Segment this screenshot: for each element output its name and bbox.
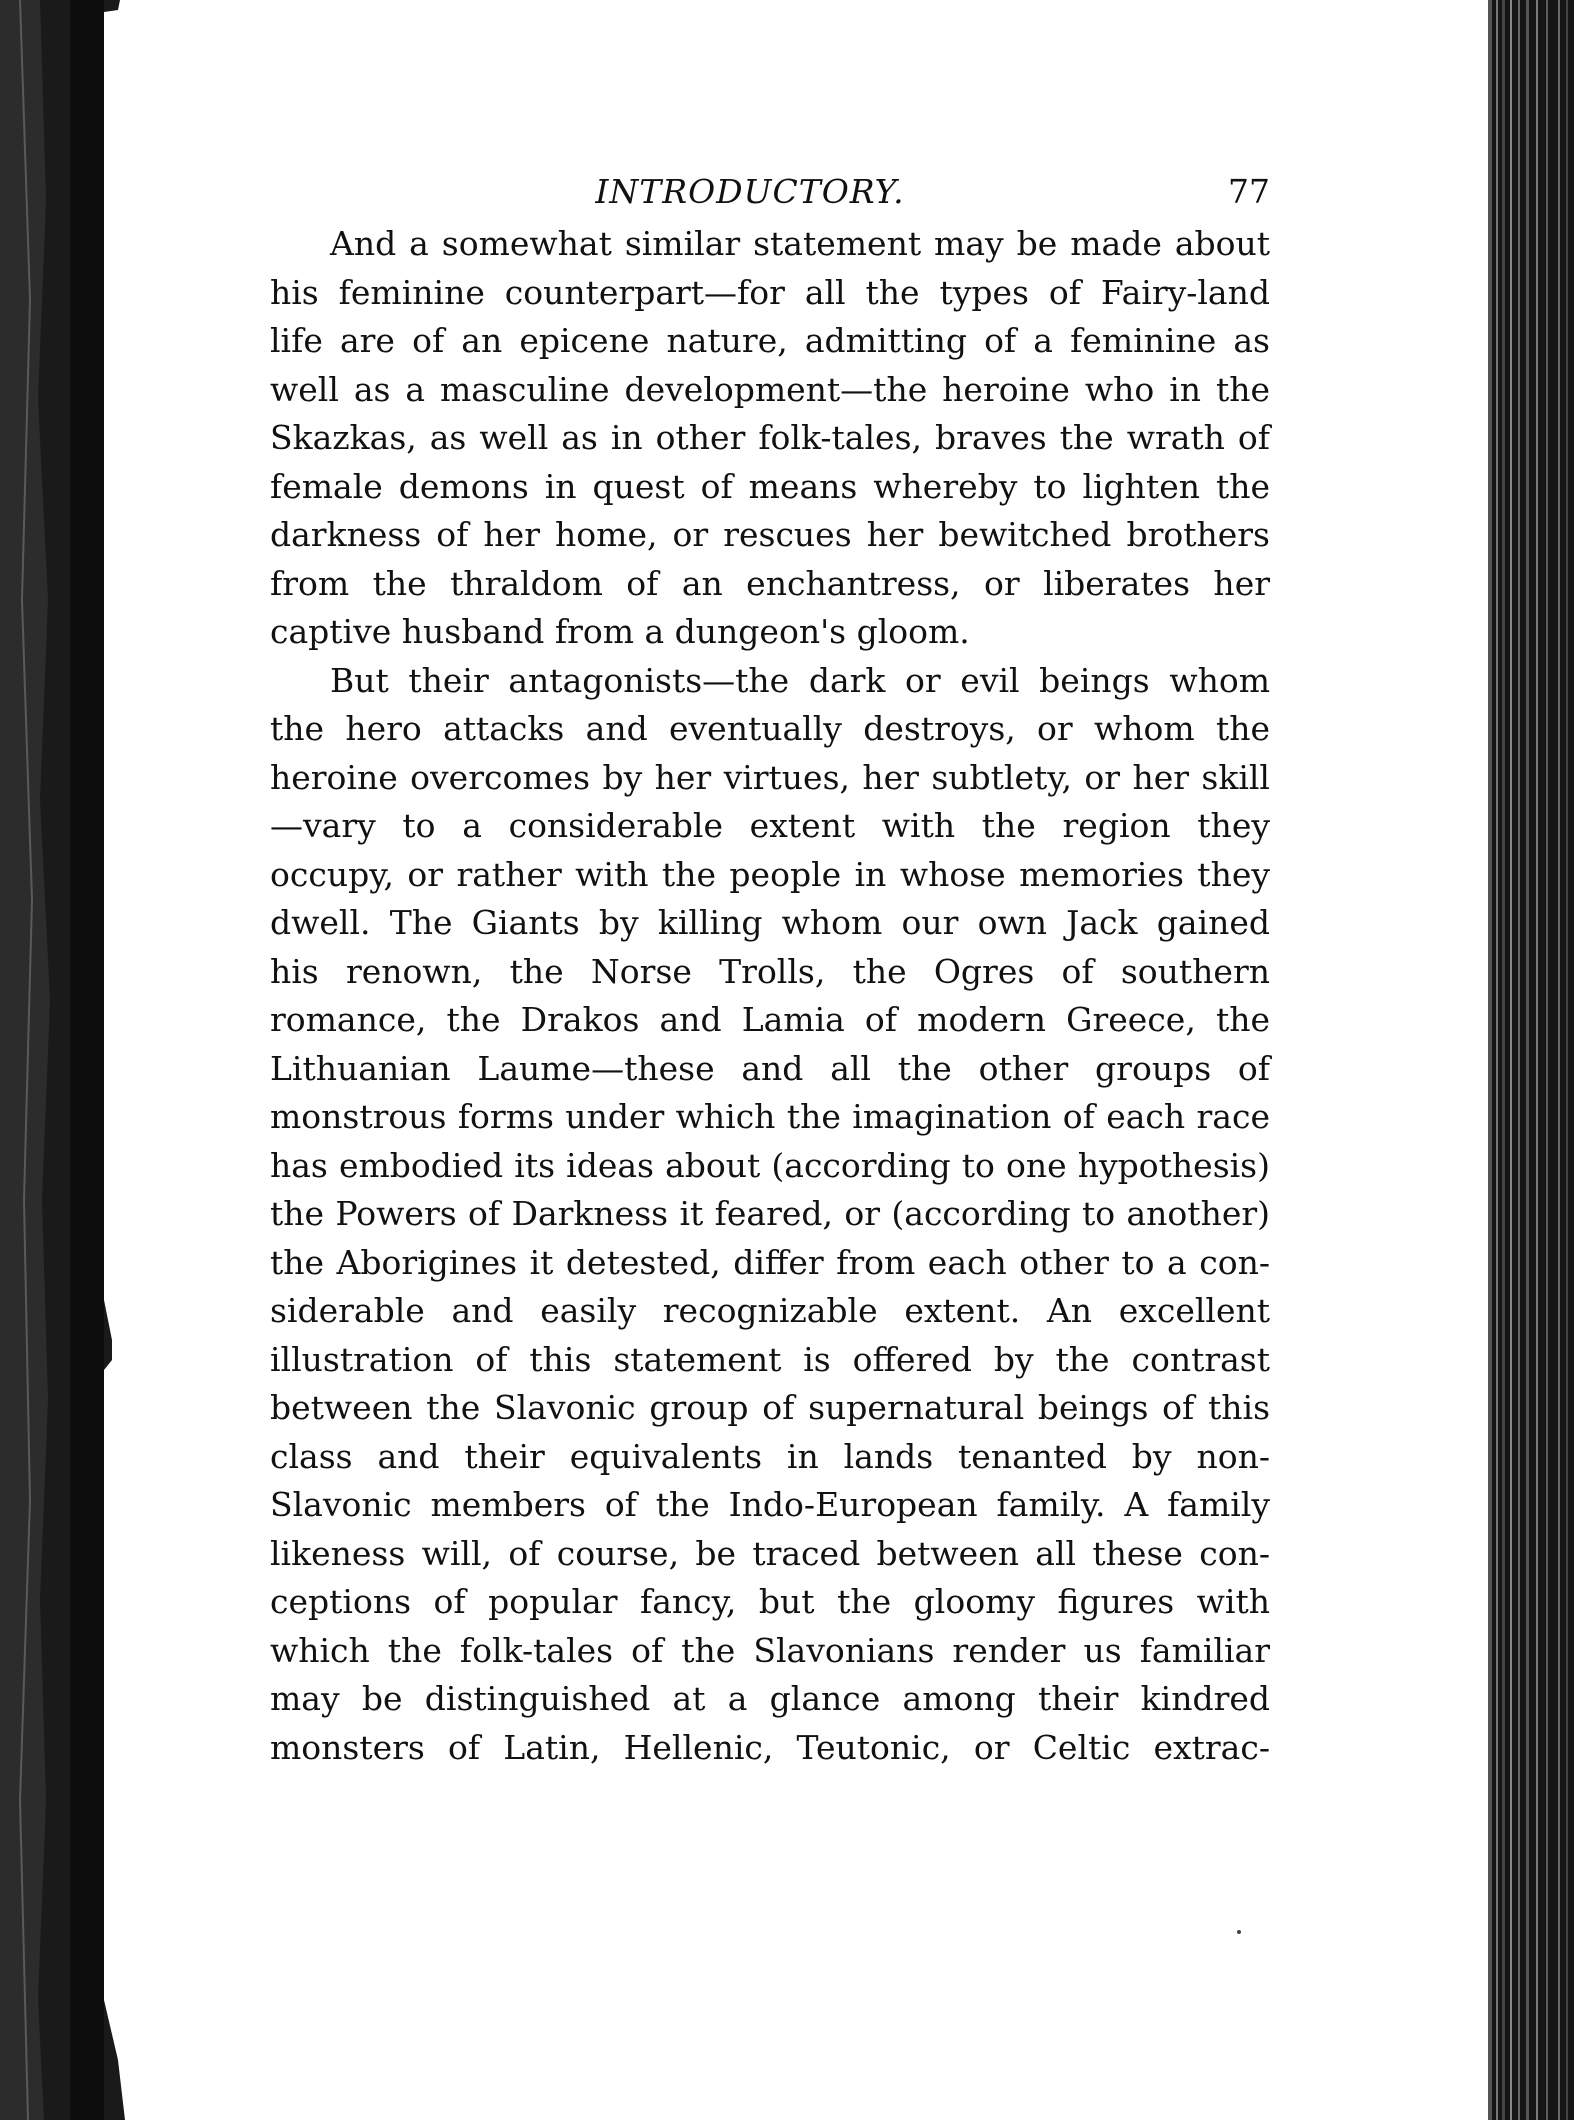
text-line: has embodied its ideas about (according to one hypothesis) xyxy=(270,1145,1270,1185)
page-number: 77 xyxy=(1228,172,1270,211)
text-line: well as a masculine development—the heroine who in the xyxy=(270,369,1270,409)
text-line: monstrous forms under which the imagination of each race xyxy=(270,1097,1270,1136)
paragraph-2 xyxy=(270,657,1270,1773)
text-line: between the Slavonic group of supernatural beings of this xyxy=(270,1388,1270,1427)
text-line: siderable and easily recognizable extent. An excellent xyxy=(270,1291,1270,1330)
text-line: And a somewhat similar statement may be made about xyxy=(330,224,1270,263)
text-line: darkness of her home, or rescues her bewitched brothers xyxy=(270,515,1270,554)
text-line: ceptions of popular fancy, but the gloomy figures with xyxy=(270,1582,1270,1621)
text-line: Slavonic members of the Indo-European family. A family xyxy=(270,1485,1270,1524)
text-line: may be distinguished at a glance among their kindred xyxy=(270,1679,1270,1718)
text-line: romance, the Drakos and Lamia of modern Greece, the xyxy=(270,1000,1270,1039)
text-line: his renown, the Norse Trolls, the Ogres of southern xyxy=(270,951,1270,991)
text-line: which the folk-tales of the Slavonians render us familiar xyxy=(270,1630,1270,1670)
text-line: —vary to a considerable extent with the region they xyxy=(270,806,1270,845)
text-line: Skazkas, as well as in other folk-tales, braves the wrath of xyxy=(270,418,1270,457)
text-line: his feminine counterpart—for all the types of Fairy-land xyxy=(270,272,1270,312)
print-speck xyxy=(1237,1930,1241,1934)
text-line: dwell. The Giants by killing whom our own Jack gained xyxy=(270,903,1270,942)
text-line: class and their equivalents in lands tenanted by non- xyxy=(270,1436,1270,1476)
book-gutter-left xyxy=(0,0,125,2120)
paragraph-1 xyxy=(270,220,1270,657)
text-line: illustration of this statement is offered by the contrast xyxy=(270,1339,1270,1379)
page-edges-right xyxy=(1466,0,1574,2120)
text-line: heroine overcomes by her virtues, her subtlety, or her skill xyxy=(270,757,1270,797)
text-line: life are of an epicene nature, admitting of a feminine as xyxy=(270,321,1270,360)
text-line: the Aborigines it detested, differ from each other to a con- xyxy=(270,1242,1270,1282)
text-line: But their antagonists—the dark or evil beings whom xyxy=(330,660,1270,700)
text-line: Lithuanian Laume—these and all the other groups of xyxy=(270,1048,1270,1088)
book-page xyxy=(270,160,1270,1772)
text-line: female demons in quest of means whereby to lighten the xyxy=(270,466,1270,506)
text-line: monsters of Latin, Hellenic, Teutonic, or Celtic extrac- xyxy=(270,1727,1270,1767)
text-line: the Powers of Darkness it feared, or (according to another) xyxy=(270,1194,1270,1233)
text-line: likeness will, of course, be traced between all these con- xyxy=(270,1533,1270,1573)
text-line: captive husband from a dungeon's gloom. xyxy=(270,612,970,651)
running-title: INTRODUCTORY. xyxy=(595,172,905,211)
text-line: the hero attacks and eventually destroys, or whom the xyxy=(270,709,1270,748)
body-text xyxy=(270,220,1270,1772)
text-line: occupy, or rather with the people in whose memories they xyxy=(270,854,1270,894)
running-head xyxy=(270,160,1270,220)
text-line: from the thraldom of an enchantress, or liberates her xyxy=(270,563,1270,603)
